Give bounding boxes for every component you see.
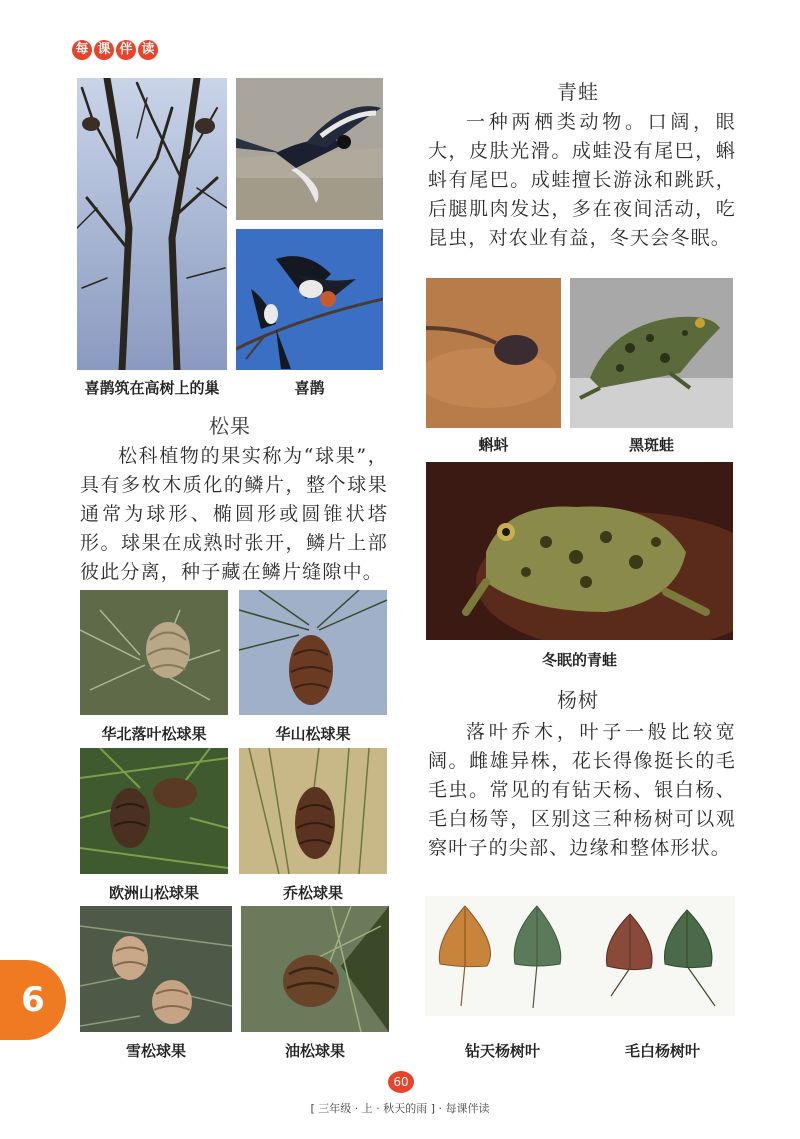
caption-leaf-white-poplar: 毛白杨树叶 — [624, 1042, 700, 1060]
caption-cone-chinese-pine: 油松球果 — [284, 1042, 345, 1060]
poplar-heading: 杨树 — [557, 688, 599, 712]
caption-magpie-nest: 喜鹊筑在高树上的巢 — [84, 379, 220, 397]
photo-spotted-frog — [570, 278, 733, 428]
photo-poplar-leaves — [425, 896, 735, 1016]
photo-tadpole — [426, 278, 561, 428]
caption-hibernating-frog: 冬眠的青蛙 — [541, 651, 617, 669]
series-logo — [72, 40, 162, 62]
chapter-tab: 6 — [0, 960, 66, 1040]
logo-char-4: 读 — [138, 40, 158, 60]
photo-magpie-flying — [236, 78, 383, 220]
caption-cone-cedar: 雪松球果 — [125, 1042, 186, 1060]
frog-heading: 青蛙 — [557, 80, 599, 104]
photo-cone-chinese-pine — [241, 906, 389, 1032]
caption-cone-mountain-pine: 欧洲山松球果 — [108, 884, 199, 902]
photo-cone-cedar — [80, 906, 232, 1032]
photo-cone-bhutan-pine — [239, 748, 387, 874]
caption-spotted-frog: 黑斑蛙 — [628, 436, 674, 454]
pinecone-paragraph: 松科植物的果实称为“球果”，具有多枚木质化的鳞片，整个球果通常为球形、椭圆形或圆锥状塔形。球果在成熟时张开，鳞片上部彼此分离，种子藏在鳞片缝隙中。 — [80, 445, 388, 583]
logo-char-3: 伴 — [116, 40, 136, 60]
caption-cone-bhutan-pine: 乔松球果 — [282, 884, 343, 902]
caption-cone-armand: 华山松球果 — [275, 725, 351, 743]
caption-leaf-lombardy: 钻天杨树叶 — [464, 1042, 540, 1060]
photo-cone-mountain-pine — [80, 748, 228, 874]
caption-magpie: 喜鹊 — [294, 379, 325, 397]
page-number: 60 — [388, 1071, 414, 1093]
frog-paragraph: 一种两栖类动物。口阔，眼大，皮肤光滑。成蛙没有尾巴，蝌蚪有尾巴。成蛙擅长游泳和跳跃，后腿肌肉发达，多在夜间活动，吃昆虫，对农业有益，冬天会冬眠。 — [428, 111, 736, 249]
photo-magpie-pair — [236, 229, 383, 370]
photo-magpie-nest — [77, 78, 227, 370]
photo-cone-armand — [239, 590, 387, 715]
logo-char-1: 每 — [72, 40, 92, 60]
caption-cone-larch: 华北落叶松球果 — [101, 725, 207, 743]
poplar-paragraph: 落叶乔木，叶子一般比较宽阔。雌雄异株，花长得像挺长的毛毛虫。常见的有钻天杨、银白杨、毛白杨等，区别这三种杨树可以观察叶子的尖部、边缘和整体形状。 — [428, 721, 736, 859]
caption-tadpole: 蝌蚪 — [478, 436, 509, 454]
photo-cone-larch — [80, 590, 228, 715]
photo-hibernating-frog — [426, 462, 733, 640]
pinecone-heading: 松果 — [209, 414, 251, 438]
page-footer: [ 三年级 · 上 · 秋天的雨 ] · 每课伴读 — [310, 1102, 490, 1115]
logo-char-2: 课 — [94, 40, 114, 60]
